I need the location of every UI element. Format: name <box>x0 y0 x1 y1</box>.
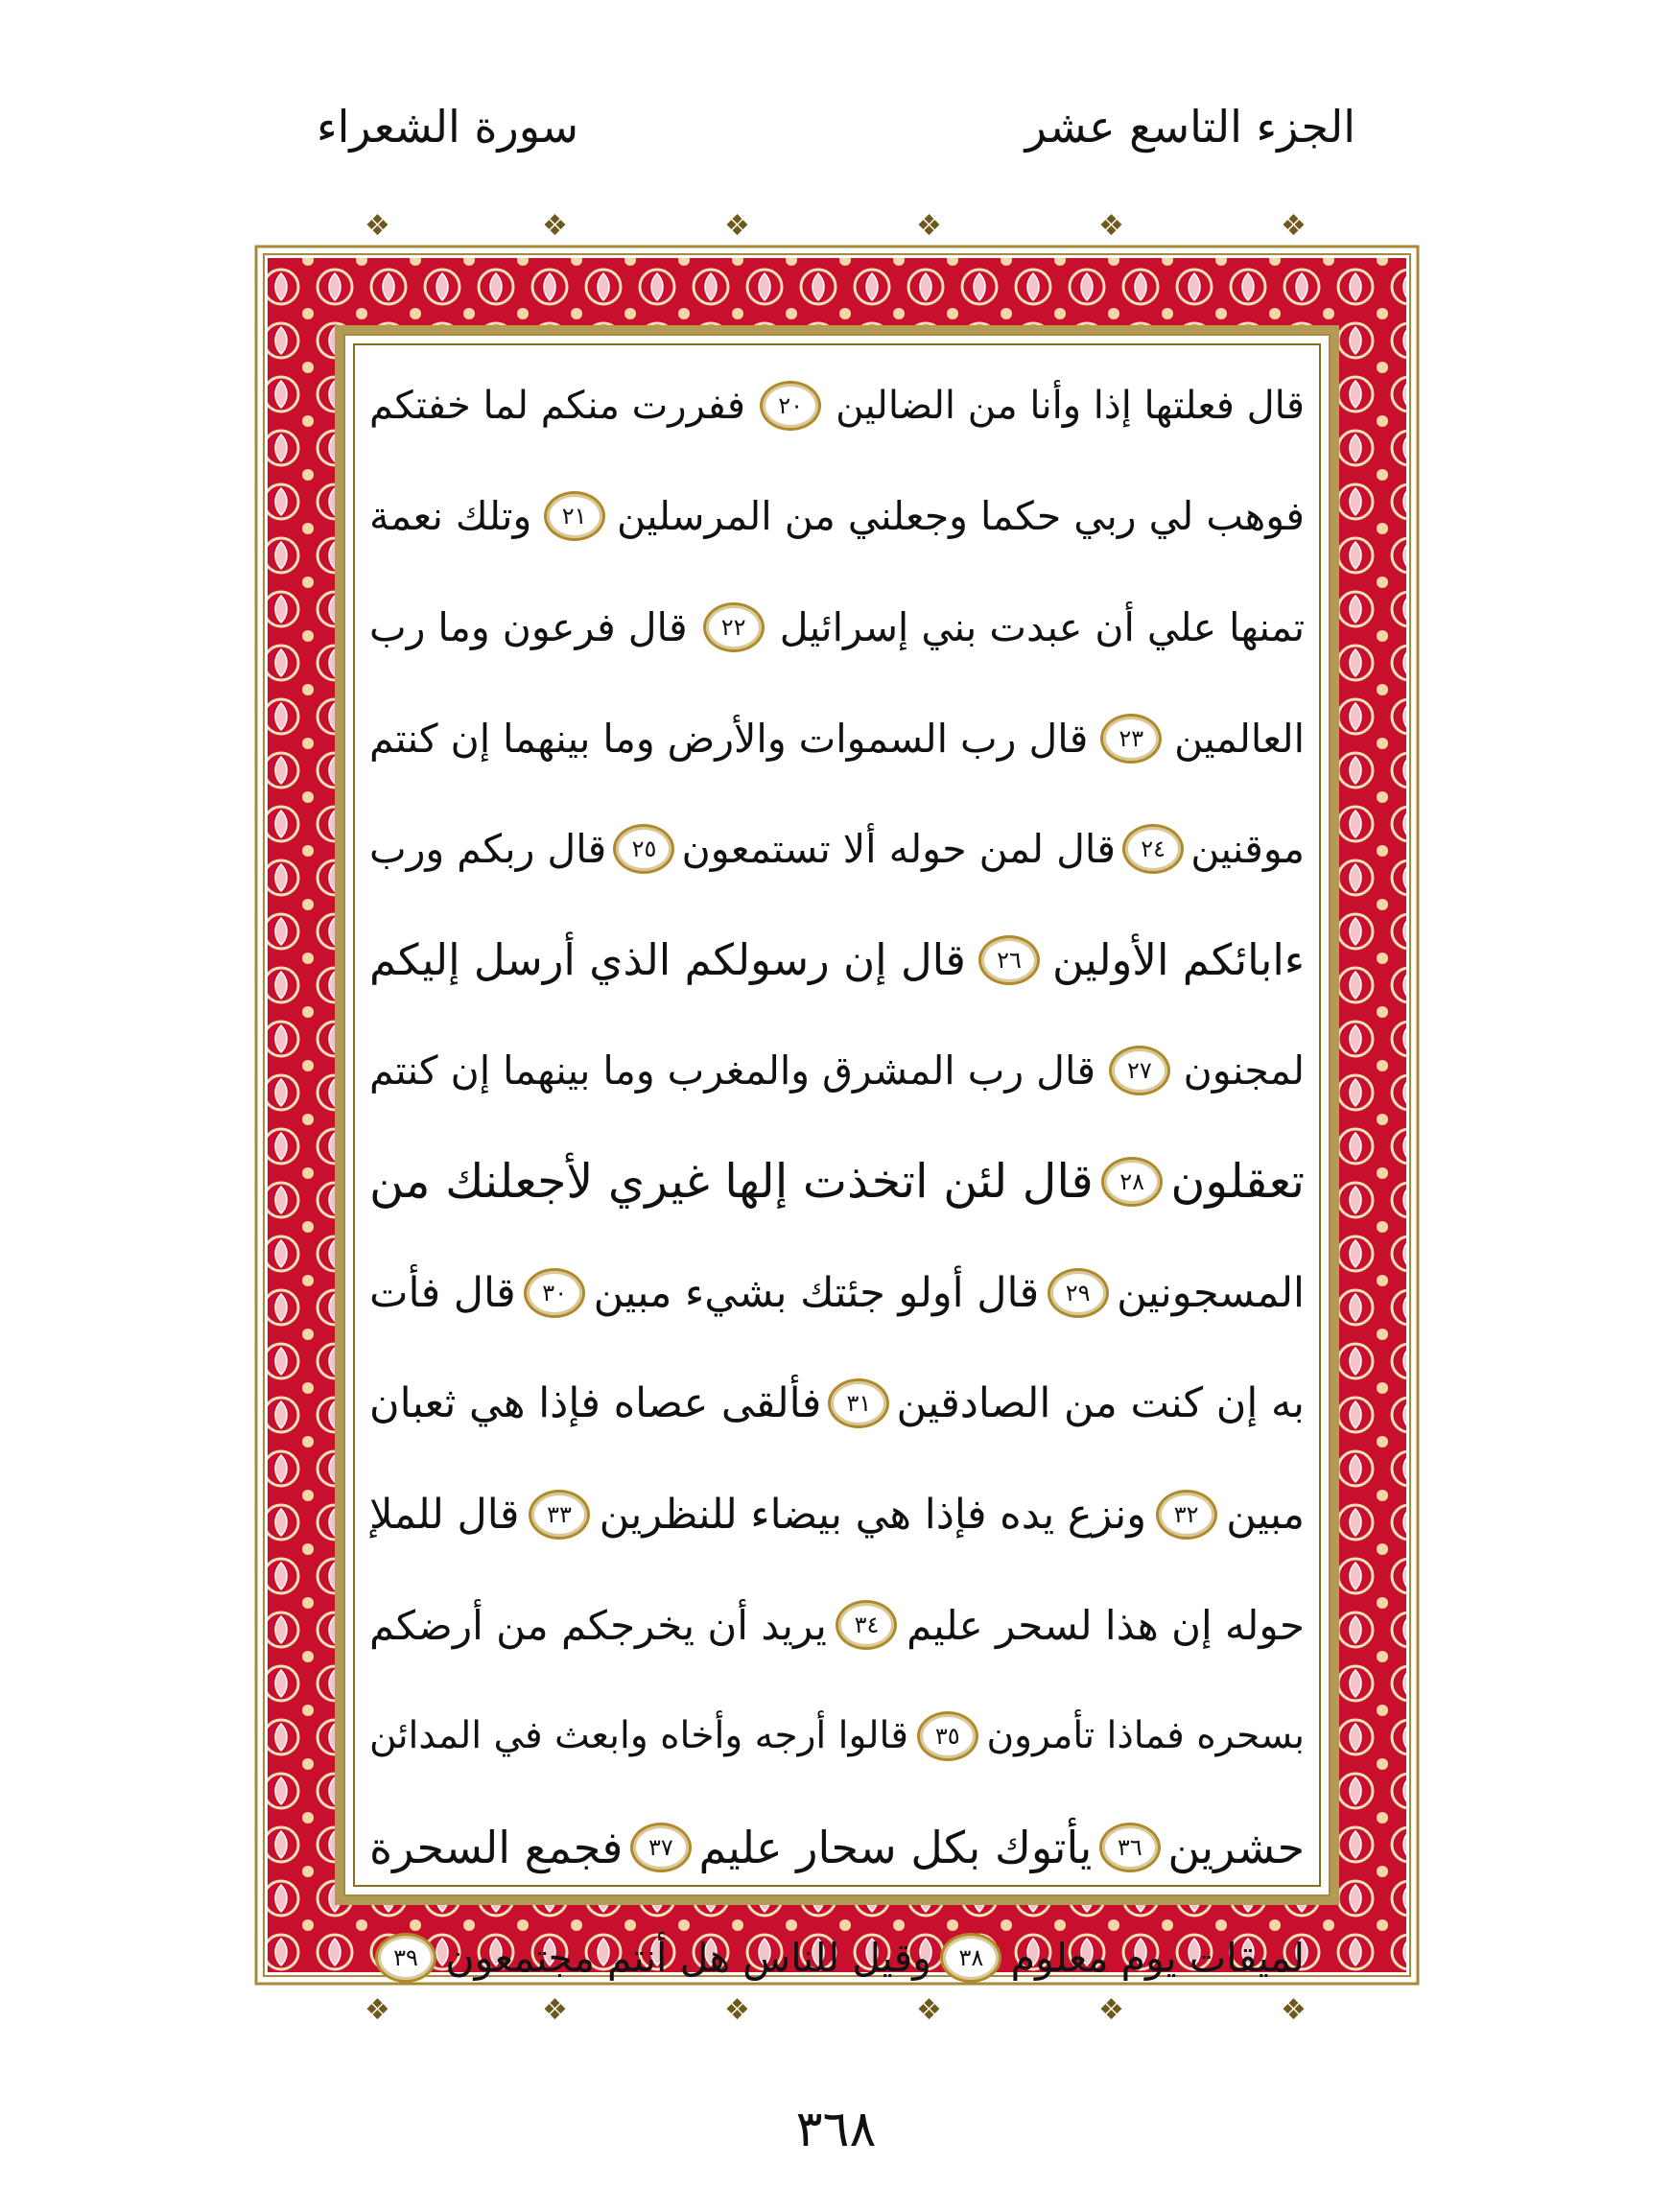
ayah-number-marker: ٣٢ <box>1156 1490 1217 1540</box>
verse-line <box>369 1237 1305 1349</box>
ayah-number-marker: ٢٨ <box>1101 1157 1163 1207</box>
verse-text: يأتوك بكل سحار عليم <box>698 1821 1093 1873</box>
verse-line <box>369 905 1305 1016</box>
ayah-number-marker: ٣٣ <box>529 1490 590 1540</box>
verse-text: فجمع السحرة <box>369 1821 624 1873</box>
ayah-number-marker: ٢٢ <box>703 602 765 652</box>
svg-text:❖: ❖ <box>365 209 390 243</box>
page-number: ٣٦٨ <box>795 2101 877 2158</box>
ayah-number-marker: ٢١ <box>544 491 605 541</box>
verse-text: قال إن رسولكم الذي أرسل إليكم <box>369 934 966 986</box>
surah-title: سورة الشعراء <box>317 101 579 153</box>
svg-text:❖: ❖ <box>1098 1993 1124 2024</box>
ayah-number-marker: ٣٧ <box>630 1823 692 1872</box>
svg-text:❖: ❖ <box>542 209 568 243</box>
svg-text:❖: ❖ <box>542 1993 568 2024</box>
quran-text <box>369 350 1305 1982</box>
ayah-number-marker: ٢٦ <box>978 935 1040 985</box>
verse-text: قال لئن اتخذت إلها غيري لأجعلنك من <box>369 1154 1094 1210</box>
verse-text: قال فأت <box>369 1268 516 1317</box>
ayah-number-marker: ٣٨ <box>940 1933 1001 1983</box>
verse-text: وقيل للناس هل أنتم مجتمعون <box>445 1935 931 1982</box>
verse-text: قال رب السموات والأرض وما بينهما إن كنتم <box>369 715 1089 762</box>
verse-text: بسحره فماذا تأمرون <box>986 1714 1305 1758</box>
verse-text: العالمين <box>1174 715 1305 762</box>
verse-text: يريد أن يخرجكم من أرضكم <box>369 1601 827 1649</box>
verse-text: قال للملإ <box>369 1490 520 1539</box>
verse-text: فألقى عصاه فإذا هي ثعبان <box>369 1379 822 1428</box>
verse-text: قال ربكم ورب <box>369 826 607 873</box>
svg-text:❖: ❖ <box>916 1993 942 2024</box>
verse-text: لمجنون <box>1183 1047 1305 1094</box>
ayah-number-marker: ٣٩ <box>375 1933 436 1983</box>
ayah-number-marker: ٣٠ <box>524 1268 585 1318</box>
verse-line <box>369 1902 1305 2013</box>
verse-text: قال لمن حوله ألا تستمعون <box>681 826 1116 873</box>
verse-text: ءابائكم الأولين <box>1052 934 1305 986</box>
svg-text:❖: ❖ <box>365 1993 390 2024</box>
verse-line <box>369 793 1305 905</box>
verse-line <box>369 1792 1305 1903</box>
ayah-number-marker: ٢٩ <box>1048 1268 1109 1318</box>
verse-text: حشرين <box>1167 1821 1305 1873</box>
ayah-number-marker: ٢٤ <box>1122 824 1184 874</box>
verse-text: به إن كنت من الصادقين <box>896 1379 1305 1428</box>
ayah-number-marker: ٣١ <box>828 1378 889 1428</box>
verse-text: قال أولو جئتك بشيء مبين <box>593 1268 1040 1317</box>
verse-line <box>369 461 1305 573</box>
ayah-number-marker: ٣٤ <box>836 1600 897 1650</box>
ayah-number-marker: ٢٠ <box>760 381 821 431</box>
verse-line <box>369 1459 1305 1570</box>
ayah-number-marker: ٣٦ <box>1099 1823 1161 1872</box>
ayah-number-marker: ٣٥ <box>917 1711 978 1761</box>
verse-text: قال فعلتها إذا وأنا من الضالين <box>836 383 1305 428</box>
verse-text: تمنها علي أن عبدت بني إسرائيل <box>779 603 1305 650</box>
verse-text: وتلك نعمة <box>369 493 532 540</box>
verse-text: مبين <box>1226 1490 1305 1539</box>
verse-text: حوله إن هذا لسحر عليم <box>907 1601 1305 1649</box>
svg-text:❖: ❖ <box>1281 1993 1307 2024</box>
verse-line <box>369 1681 1305 1792</box>
verse-text: ونزع يده فإذا هي بيضاء للنظرين <box>599 1490 1147 1539</box>
svg-text:❖: ❖ <box>916 209 942 243</box>
verse-text: قال رب المشرق والمغرب وما بينهما إن كنتم <box>369 1047 1096 1094</box>
verse-text: قالوا أرجه وأخاه وابعث في المدائن <box>369 1714 909 1758</box>
ayah-number-marker: ٢٧ <box>1109 1046 1170 1095</box>
svg-text:❖: ❖ <box>724 209 750 243</box>
verse-text: المسجونين <box>1117 1268 1305 1317</box>
verse-text: موقنين <box>1190 826 1305 873</box>
verse-text: قال فرعون وما رب <box>369 603 688 650</box>
verse-line <box>369 1016 1305 1127</box>
verse-text: ففررت منكم لما خفتكم <box>369 383 746 428</box>
ayah-number-marker: ٢٣ <box>1100 714 1162 764</box>
verse-line <box>369 1348 1305 1459</box>
svg-text:❖: ❖ <box>724 1993 750 2024</box>
verse-line <box>369 572 1305 683</box>
verse-line <box>369 350 1305 461</box>
verse-line <box>369 1126 1305 1237</box>
juz-title: الجزء التاسع عشر <box>1024 101 1355 153</box>
verse-line <box>369 683 1305 794</box>
verse-line <box>369 1570 1305 1682</box>
verse-text: تعقلون <box>1170 1154 1305 1210</box>
svg-text:❖: ❖ <box>1281 209 1307 243</box>
verse-text: فوهب لي ربي حكما وجعلني من المرسلين <box>616 493 1305 540</box>
ayah-number-marker: ٢٥ <box>613 824 674 874</box>
verse-text: لميقات يوم معلوم <box>1010 1935 1305 1982</box>
svg-text:❖: ❖ <box>1098 209 1124 243</box>
